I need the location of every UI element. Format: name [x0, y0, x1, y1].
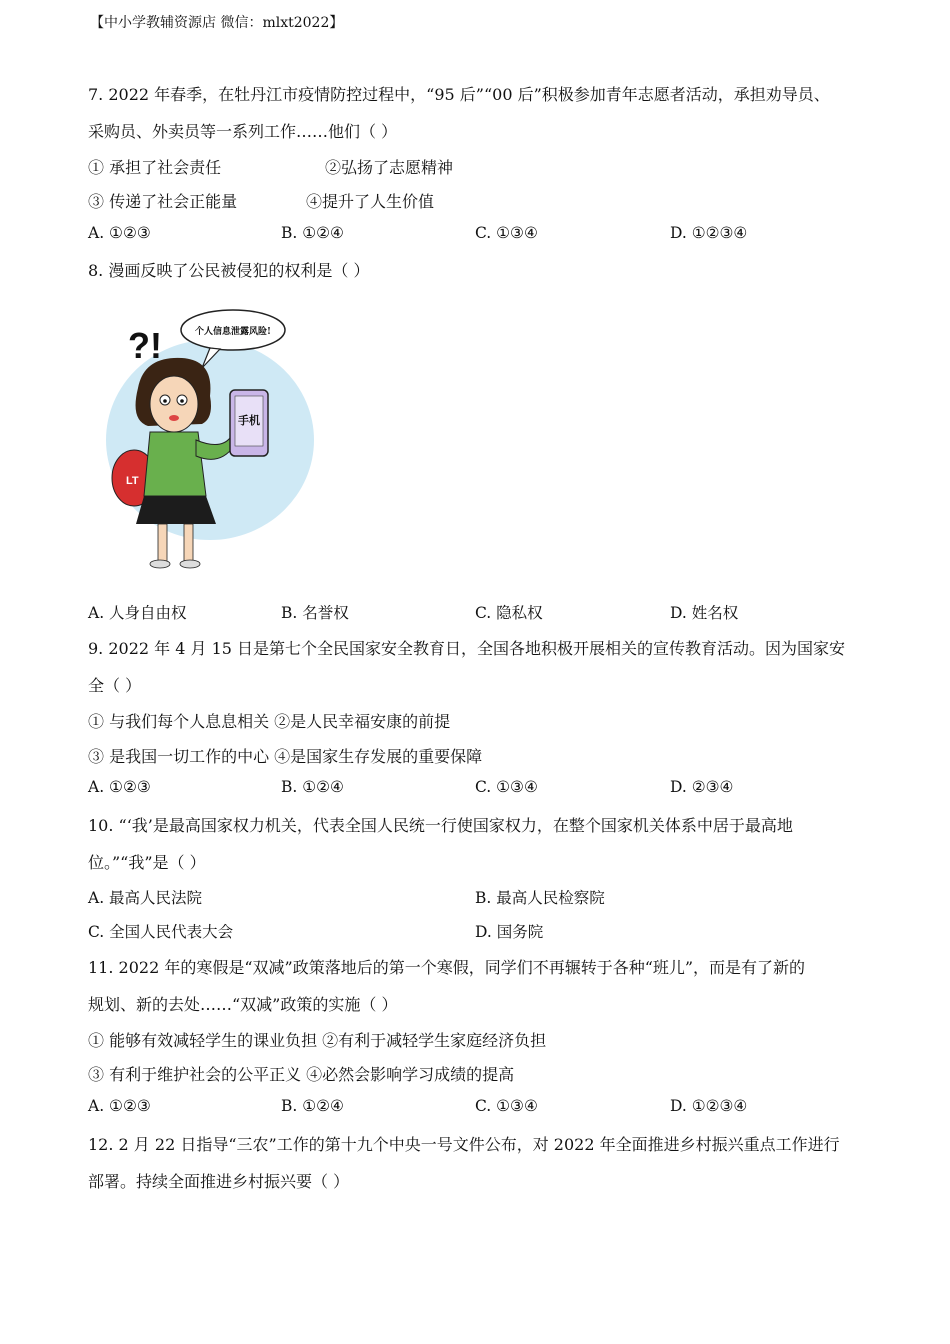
question-12-stem-line-2: 部署。持续全面推进乡村振兴要（ ）	[88, 1172, 350, 1191]
question-11-statements-1-2: ① 能够有效减轻学生的课业负担 ②有利于减轻学生家庭经济负担	[88, 1031, 547, 1050]
question-9-option-c: C. ①③④	[475, 778, 538, 796]
question-10-option-d: D. 国务院	[475, 923, 544, 941]
phone-label: 手机	[238, 414, 260, 427]
girl-skirt	[136, 496, 216, 524]
girl-right-shoe	[180, 560, 200, 568]
question-7-stem-line-2: 采购员、外卖员等一系列工作……他们（ ）	[88, 122, 398, 141]
question-7-statement-1: ① 承担了社会责任	[88, 158, 222, 177]
speech-bubble-text: 个人信息泄露风险!	[195, 327, 271, 337]
question-11-option-a: A. ①②③	[88, 1097, 151, 1115]
question-11-stem-line-2: 规划、新的去处……“双减”政策的实施（ ）	[88, 995, 398, 1014]
question-11-stem-line-1: 11. 2022 年的寒假是“双减”政策落地后的第一个寒假，同学们不再辗转于各种“班儿”，而是有了新的	[88, 958, 806, 977]
question-8-option-c: C. 隐私权	[475, 604, 543, 622]
question-10-option-b: B. 最高人民检察院	[475, 889, 605, 907]
question-9-stem-line-2: 全（ ）	[88, 676, 142, 695]
question-9-option-d: D. ②③④	[670, 778, 734, 796]
question-7-option-d: D. ①②③④	[670, 224, 748, 242]
question-10-option-a: A. 最高人民法院	[88, 889, 203, 907]
girl-left-shoe	[150, 560, 170, 568]
question-10-option-c: C. 全国人民代表大会	[88, 923, 234, 941]
question-7-statement-3: ③ 传递了社会正能量	[88, 192, 238, 211]
question-9-statements-3-4: ③ 是我国一切工作的中心 ④是国家生存发展的重要保障	[88, 747, 483, 766]
question-10-stem-line-2: 位。”“我”是（ ）	[88, 853, 206, 872]
question-7-statement-2: ②弘扬了志愿精神	[325, 158, 454, 177]
question-10-stem-line-1: 10. “‘我’是最高国家权力机关，代表全国人民统一行使国家权力，在整个国家机关体系中居于最高地	[88, 816, 793, 835]
girl-mouth	[169, 415, 179, 421]
cartoon-illustration	[98, 300, 320, 576]
question-11-statements-3-4: ③ 有利于维护社会的公平正义 ④必然会影响学习成绩的提高	[88, 1065, 515, 1084]
question-11-option-c: C. ①③④	[475, 1097, 538, 1115]
question-9-statements-1-2: ① 与我们每个人息息相关 ②是人民幸福安康的前提	[88, 712, 451, 731]
question-8-option-b: B. 名誉权	[281, 604, 349, 622]
question-8-stem: 8. 漫画反映了公民被侵犯的权利是（ ）	[88, 261, 370, 280]
question-11-option-d: D. ①②③④	[670, 1097, 748, 1115]
question-12-stem-line-1: 12. 2 月 22 日指导“三农”工作的第十九个中央一号文件公布，对 2022 年全面推进乡村振兴重点工作进行	[88, 1135, 840, 1154]
question-9-option-a: A. ①②③	[88, 778, 151, 796]
page-header-watermark: 【中小学教辅资源店 微信：mlxt2022】	[90, 15, 344, 31]
question-9-option-b: B. ①②④	[281, 778, 344, 796]
question-7-statement-4: ④提升了人生价值	[306, 192, 435, 211]
question-8-option-a: A. 人身自由权	[88, 604, 187, 622]
question-7-option-a: A. ①②③	[88, 224, 151, 242]
question-exclamation-marks: ?!	[128, 325, 162, 366]
question-7-option-c: C. ①③④	[475, 224, 538, 242]
question-7-stem-line-1: 7. 2022 年春季，在牡丹江市疫情防控过程中，“95 后”“00 后”积极参加青年志愿者活动，承担劝导员、	[88, 85, 830, 104]
question-11-option-b: B. ①②④	[281, 1097, 344, 1115]
girl-face	[150, 376, 198, 432]
backpack-label: LT	[126, 475, 139, 487]
question-8-option-d: D. 姓名权	[670, 604, 739, 622]
question-7-option-b: B. ①②④	[281, 224, 344, 242]
question-9-stem-line-1: 9. 2022 年 4 月 15 日是第七个全民国家安全教育日，全国各地积极开展相关的宣传教育活动。因为国家安	[88, 639, 846, 658]
